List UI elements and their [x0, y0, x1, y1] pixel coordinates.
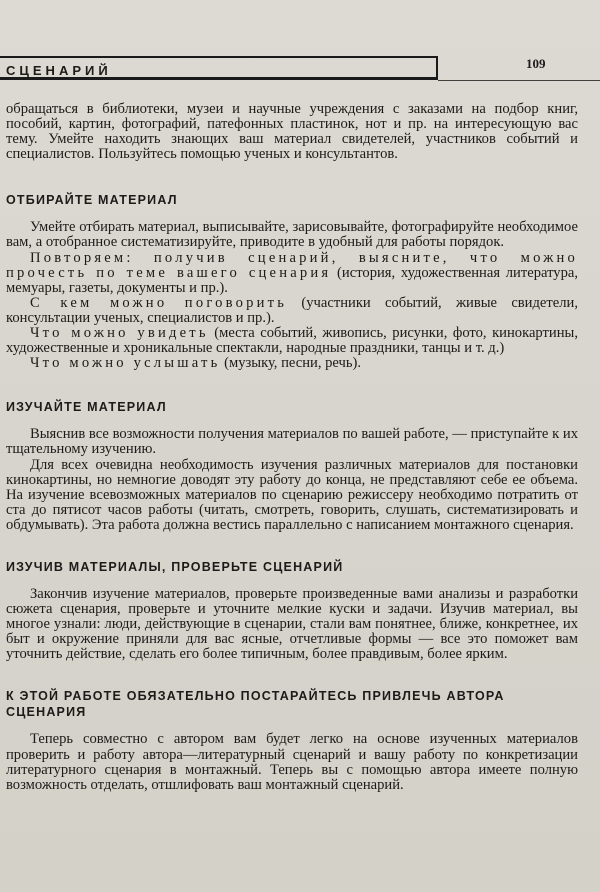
paragraph-rest: (места событий, живопись, рисунки, фото, кинокартины, художественные и хроникальные спектакли, народные праздники, танцы и т. д.) [6, 325, 578, 357]
paragraph-rest: (музыку, песни, речь). [220, 355, 362, 372]
header-top-rule [0, 56, 436, 58]
select-paragraph-4 [0, 326, 600, 356]
body-text [0, 102, 600, 793]
header-vertical-rule [436, 56, 438, 80]
study-paragraph-2: Для всех очевидна необходимость изучения различных материалов для постановки кинокартины, но немногие доводят эту работу до конца, не представляют себе ее объема. На изучение всевозможных материалов по сценарию режиссеру необходимо потратить от ста до пятисот часов работы (читать, смотреть, говорить, слушать, систематизировать и обдумывать). Эта работа должна вестись параллельно с написанием монтажного сценария. [6, 456, 578, 533]
running-head-title: СЦЕНАРИЙ [6, 63, 112, 78]
spaced-phrase: Повторяем: получив сценарий, выясните, что можно прочесть по теме вашего сценария [6, 249, 578, 281]
spaced-phrase: Что можно увидеть [30, 325, 209, 342]
paragraph-rest: (участники событий, живые свидетели, консультации ученых, специалистов и пр.). [6, 294, 578, 326]
section-heading-select: ОТБИРАЙТЕ МАТЕРИАЛ [6, 193, 178, 208]
select-paragraph-3 [0, 296, 600, 326]
select-paragraph-5 [0, 356, 600, 371]
section-heading-study: ИЗУЧАЙТЕ МАТЕРИАЛ [6, 400, 167, 415]
section-heading-author: К ЭТОЙ РАБОТЕ ОБЯЗАТЕЛЬНО ПОСТАРАЙТЕСЬ ПРИВЛЕЧЬ АВТОРА СЦЕНАРИЯ [6, 689, 505, 720]
section-heading-check: ИЗУЧИВ МАТЕРИАЛЫ, ПРОВЕРЬТЕ СЦЕНАРИЙ [6, 559, 344, 574]
spaced-phrase: Что можно услышать [30, 355, 221, 372]
check-paragraph-1: Закончив изучение материалов, проверьте произведенные вами анализы и разработки сюжета сценария, проверьте и уточните мелкие куски и задачи. Изучив материал, вы многое узнали: люди, действующие в сценарии, стали вам понятнее, ближе, конкретнее, их быт и окружение приняли для вас ясные, отчетливые формы — все это поможет вам уточнить действие, сделать его более типичным, более правдивым, более ярким. [6, 585, 578, 663]
paragraph-rest: (история, художественная литература, мемуары, газеты, документы и пр.). [6, 264, 578, 296]
select-paragraph-1: Умейте отбирать материал, выписывайте, зарисовывайте, фотографируйте необходимое вам, а отобранное систематизируйте, приводите в удобный для работы порядок. [6, 219, 578, 251]
page-number: 109 [526, 56, 546, 71]
study-paragraph-1: Выяснив все возможности получения материалов по вашей работе, — приступайте к их тщательному изучению. [6, 426, 578, 458]
author-paragraph-1: Теперь совместно с автором вам будет легко на основе изученных материалов проверить и работу автора—литературный сценарий и вашу работу по конкретизации литературного сценария в монтажный. Теперь вы с помощью автора имеете полную возможность отделать, отшлифовать ваш монтажный сценарий. [6, 731, 578, 793]
spaced-phrase: С кем можно поговорить [30, 294, 288, 311]
intro-paragraph: обращаться в библиотеки, музеи и научные учреждения с заказами на подбор книг, пособий, картин, фотографий, патефонных пластинок, нот и пр. на интересующую вас тему. Умейте находить знающих ваш материал свидетелей, участников событий и специалистов. Пользуйтесь помощью ученых и консультантов. [6, 101, 578, 163]
select-paragraph-2 [0, 251, 600, 296]
header-right-rule [438, 80, 600, 81]
